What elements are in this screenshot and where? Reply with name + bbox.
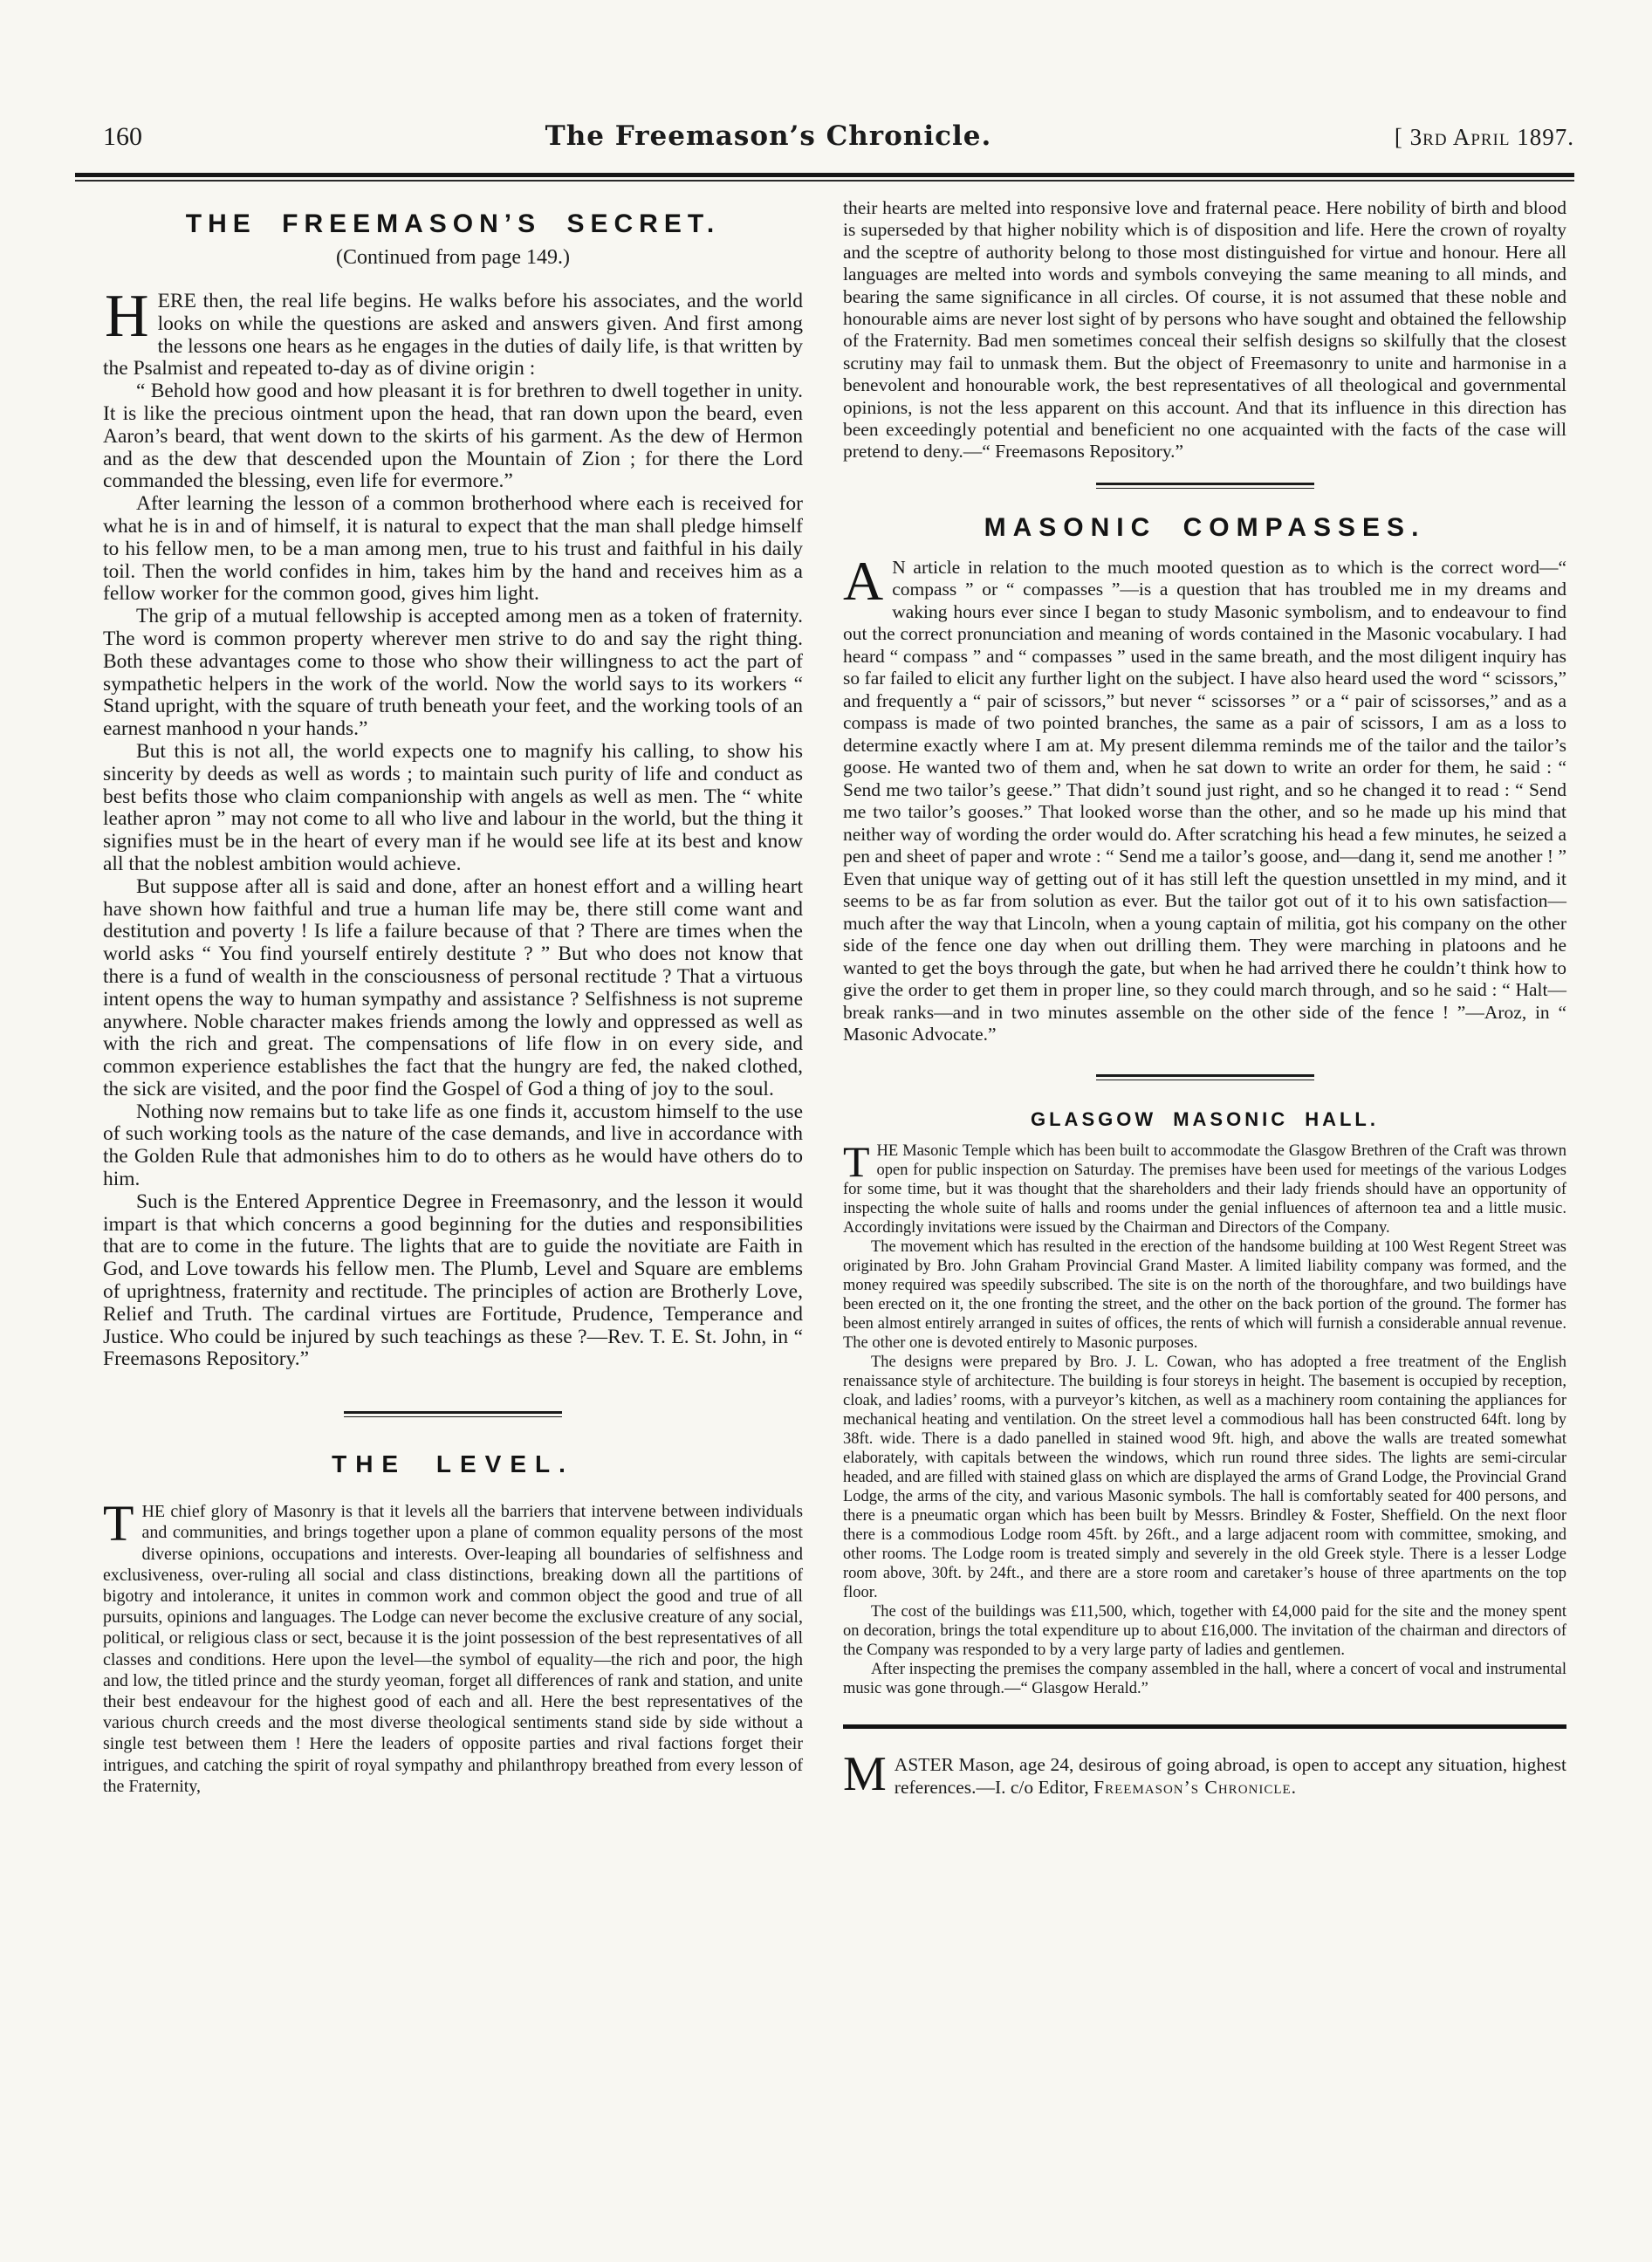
drop-cap: A	[843, 549, 884, 612]
publication-name: Freemason’s Chronicle.	[1093, 1777, 1298, 1799]
paragraph	[103, 283, 803, 380]
paragraph-text: ERE then, the real life begins. He walks before his associates, and the world looks on while the questions are asked and answers given. And first among the lessons one hears as he engages in the duties of daily life, is that written by the Psalmist and repeated to-day as of divine origin :	[103, 290, 803, 380]
paragraph-text: N article in relation to the much mooted question as to which is the correct word—“ compass ” or “ compasses ”—is a question that has troubled me in my dreams and waking hours ever since I began to study Masonic symbolism, and to endeavour to find out the correct pronunciation and meaning of words contained in the Masonic vocabulary. I had heard “ compass ” and “ compasses ” used in the same breath, and the most diligent inquiry has so far failed to elicit any further light on the subject. I have also heard used the word “ scissors,” and frequently a “ pair of scissors,” but never “ scissorses ” or a “ pair of scissorses,” and as a compass is made of two pointed branches, the same as a pair of scissors, I am as a loss to determine exactly where I am at. My present dilemma reminds me of the tailor and the tailor’s goose. He wanted two of them and, when he sat down to write an order for them, he said : “ Send me two tailor’s geese.” That didn’t sound just right, and so he changed it to read : “ Send me two tailor’s gooses.” That looked worse than the other, and so he made up his mind that neither way of wording the order would do. After scratching his head a few minutes, he seized a pen and sheet of paper and wrote : “ Send me a tailor’s goose, and—dang it, send me another ! ” Even that unique way of getting out of it has still left the question unsettled in my mind, and it seems to be as far from solution as ever. But the tailor got out of it to his own satisfaction—much after the way that Lincoln, when a young captain of militia, got his company on the other side of the fence one day when out drilling them. They were marching in platoons and he wanted to get the boys through the gate, but when he had arrived there he couldn’t think how to give the order to get them in proper line, so they could march through, and so he said : “ Halt—break ranks—and in two minutes assemble on the other side of the fence ! ”—Aroz, in “ Masonic Advocate.”	[843, 556, 1566, 1045]
paragraph: The movement which has resulted in the erection of the handsome building at 100 West Regent Street was originated by Bro. John Graham Provincial Grand Master. A limited liability company was formed, and the money required was speedily subscribed. The site is on the north of the thoroughfare, and two buildings have been erected on it, the one fronting the street, and the other on the back portion of the ground. The former has been almost entirely arranged in suites of offices, the rents of which will furnish a considerable annual revenue. The other one is devoted entirely to Masonic purposes.	[843, 1237, 1566, 1352]
continuation-the-level	[843, 197, 1566, 463]
article-freemasons-secret	[103, 209, 803, 1371]
drop-cap: T	[843, 1136, 870, 1186]
page-number: 160	[103, 122, 142, 151]
section-divider	[1096, 483, 1314, 489]
article-glasgow-masonic-hall	[843, 1108, 1566, 1698]
paragraph: But suppose after all is said and done, after an honest effort and a willing heart have shown how faithful and true a human life may be, there still come want and destitution and poverty ! Is life a failure because of that ? There are times when the world asks “ You find yourself entirely destitute ? ” But who does not know that there is a fund of wealth in the consciousness of personal rectitude ? That a virtuous intent opens the way to human sympathy and assistance ? Selfishness is not supreme anywhere. Noble character makes friends among the lowly and oppressed as well as with the rich and great. The compensations of life flow in on every side, and common experience establishes the fact that the hungry are fed, the naked clothed, the sick are visited, and the poor find the Gospel of God a thing of joy to the soul.	[103, 874, 803, 1100]
header-rule	[75, 173, 1574, 182]
paragraph: After inspecting the premises the company assembled in the hall, where a concert of vocal and instrumental music was gone through.—“ Glasgow Herald.”	[843, 1660, 1566, 1697]
paragraph: But this is not all, the world expects one to magnify his calling, to show his sincerity by deeds as well as words ; to maintain such purity of life and conduct as best befits those who claim companionship with angels as well as men. The “ white leather apron ” may not come to all who live and labour in the world, but the thing it signifies must be in the heart of every man if he would see life at its best and know all that the noblest ambition would achieve.	[103, 739, 803, 875]
paragraph: Nothing now remains but to take life as one finds it, accustom himself to the use of such working tools as the nature of the case demands, and live in accordance with the Golden Rule that admonishes him to do to others as he would have others do to him.	[103, 1100, 803, 1191]
article-the-level	[103, 1450, 803, 1797]
ad-body: ASTER Mason, age 24, desirous of going abroad, is open to accept any situation, highest references.—I. c/o Editor,	[894, 1753, 1566, 1799]
paragraph: The cost of the buildings was £11,500, which, together with £4,000 paid for the site and the money spent on decoration, brings the total expenditure up to about £16,000. The invitation of the chairman and directors of the Company was responded to by a very large party of ladies and gentlemen.	[843, 1602, 1566, 1659]
classified-ad	[843, 1746, 1566, 1801]
column-layout	[103, 197, 1566, 1799]
article-title: MASONIC COMPASSES.	[984, 512, 1426, 542]
paragraph: their hearts are melted into responsive love and fraternal peace. Here nobility of birth and blood is superseded by that higher nobility which is of disposition and life. Here the crown of royalty and the sceptre of authority belong to those most distinguished for virtue and honour. Here all languages are melted into words and symbols conveying the same meaning to all minds, and bearing the same significance in all circles. Of course, it is not assumed that these noble and honourable aims are never lost sight of by persons who have sought and obtained the fellowship of the Fraternity. Bad men sometimes conceal their selfish designs so skilfully that the closest scrutiny may fail to unmask them. But the object of Freemasonry to unite and harmonise in a benevolent and honourable work, the best representatives of all theological and governmental opinions, is not the less apparent on this account. And that its influence in this direction has been exceedingly potential and beneficient no one acquainted with the facts of the case will pretend to deny.—“ Freemasons Repository.”	[843, 197, 1566, 463]
paragraph	[103, 1495, 803, 1797]
drop-cap: M	[843, 1746, 887, 1801]
drop-cap: T	[103, 1495, 134, 1553]
paragraph	[843, 549, 1566, 1046]
advert-rule	[843, 1724, 1566, 1729]
page-header	[103, 120, 1574, 152]
paragraph: “ Behold how good and how pleasant it is for brethren to dwell together in unity. It is like the precious ointment upon the head, that ran down upon the beard, even Aaron’s beard, that went down to the skirts of his garment. As the dew of Hermon and as the dew that descended upon the Mountain of Zion ; for there the Lord commanded the blessing, even life for evermore.”	[103, 380, 803, 493]
drop-cap: H	[105, 283, 149, 350]
paragraph	[843, 1136, 1566, 1237]
article-title: GLASGOW MASONIC HALL.	[1031, 1107, 1379, 1130]
left-column	[103, 197, 803, 1797]
section-divider	[344, 1411, 562, 1417]
issue-date: [ 3rd April 1897.	[1394, 124, 1574, 150]
article-subtitle: (Continued from page 149.)	[336, 246, 570, 269]
ad-text	[843, 1746, 1566, 1801]
article-title: THE FREEMASON’S SECRET.	[185, 209, 721, 238]
paragraph: The designs were prepared by Bro. J. L. Cowan, who has adopted a free treatment of the English renaissance style of architecture. The building is four storeys in height. The basement is occupied by reception, cloak, and ladies’ rooms, with a purveyor’s kitchen, as well as a machinery room containing the appliances for mechanical heating and ventilation. On the street level a commodious hall has been constructed 64ft. long by 38ft. wide. There is a dado panelled in stained wood 9ft. high, and above the walls are treated somewhat elaborately, with capitals between the windows, which run round three sides. The lights are semi-circular headed, and are filled with stained glass on which are displayed the arms of Grand Lodge, the Provincial Grand Lodge, the arms of the city, and various Masonic symbols. The hall is comfortably seated for 400 persons, and there is a pneumatic organ which has been built by Messrs. Brindley & Foster, Sheffield. On the next floor there is a commodious Lodge room 45ft. by 26ft., and a large adjacent room with committee, smoking, and other rooms. The Lodge room is treated simply and severely in the old Greek style. There is a lesser Lodge room above, 30ft. by 24ft., and there are a store room and caretaker’s house of three apartments on the top floor.	[843, 1353, 1566, 1601]
paragraph: The grip of a mutual fellowship is accepted among men as a token of fraternity. The word is common property wherever men strive to do and say the right thing. Both these advantages come to those who show their willingness to act the part of sympathetic helpers in the work of the world. Now the world says to its workers “ Stand upright, with the square of truth beneath your feet, and the working tools of an earnest manhood n your hands.”	[103, 605, 803, 741]
paragraph: Such is the Entered Apprentice Degree in Freemasonry, and the lesson it would impart is that which concerns a good beginning for the duties and responsibilities that are to come in the future. The lights that are to guide the novitiate are Faith in God, and Love towards his fellow men. The Plumb, Level and Square are emblems of uprightness, fraternity and rectitude. The principles of action are Brotherly Love, Relief and Truth. The cardinal virtues are Fortitude, Prudence, Temperance and Justice. Who could be injured by such teachings as these ?—Rev. T. E. St. John, in “ Freemasons Repository.”	[103, 1189, 803, 1371]
newspaper-title: The Freemason’s Chronicle.	[545, 120, 992, 152]
article-masonic-compasses	[843, 513, 1566, 1046]
right-column	[843, 197, 1566, 1799]
paragraph: After learning the lesson of a common brotherhood where each is received for what he is in and of himself, it is natural to expect that the man shall pledge himself to his fellow men, to be a man among men, true to his trust and faithful in his daily toil. Then the world confides in him, takes him by the hand and receives him as a fellow worker for the common good, gives him light.	[103, 492, 803, 606]
paragraph-text: HE Masonic Temple which has been built to accommodate the Glasgow Brethren of the Craft was thrown open for public inspection on Saturday. The premises have been used for meetings of the various Lodges for some time, but it was thought that the shareholders and their lady friends should have an opportunity of inspecting the whole suite of halls and rooms under the genial influences of afternoon tea and a little music. Accordingly invitations were issued by the Chairman and Directors of the Company.	[843, 1141, 1566, 1237]
article-title: THE LEVEL.	[332, 1450, 574, 1478]
paragraph-text: HE chief glory of Masonry is that it levels all the barriers that intervene between individuals and communities, and brings together upon a plane of common equality persons of the most diverse opinions, occupations and interests. Over-leaping all boundaries of selfishness and exclusiveness, over-ruling all social and class distinctions, breaking down all the partitions of bigotry and intolerance, it unites in common work and common object the good and true of all pursuits, opinions and languages. The Lodge can never become the exclusive creature of any social, political, or religious class or sect, because it is the joint possession of the best representatives of all classes and conditions. Here upon the level—the symbol of equality—the rich and poor, the high and low, the titled prince and the sturdy yeoman, forget all differences of rank and station, and unite their best endeavour for the highest good of each and all. Here the best representatives of the various church creeds and the most diverse theological sentiments stand side by side without a single test between them ! Here the leaders of opposite parties and rival factions forget their intrigues, and catching the spirit of royal sympathy and philanthropy breathed from every lesson of the Fraternity,	[103, 1502, 803, 1796]
section-divider	[1096, 1074, 1314, 1080]
